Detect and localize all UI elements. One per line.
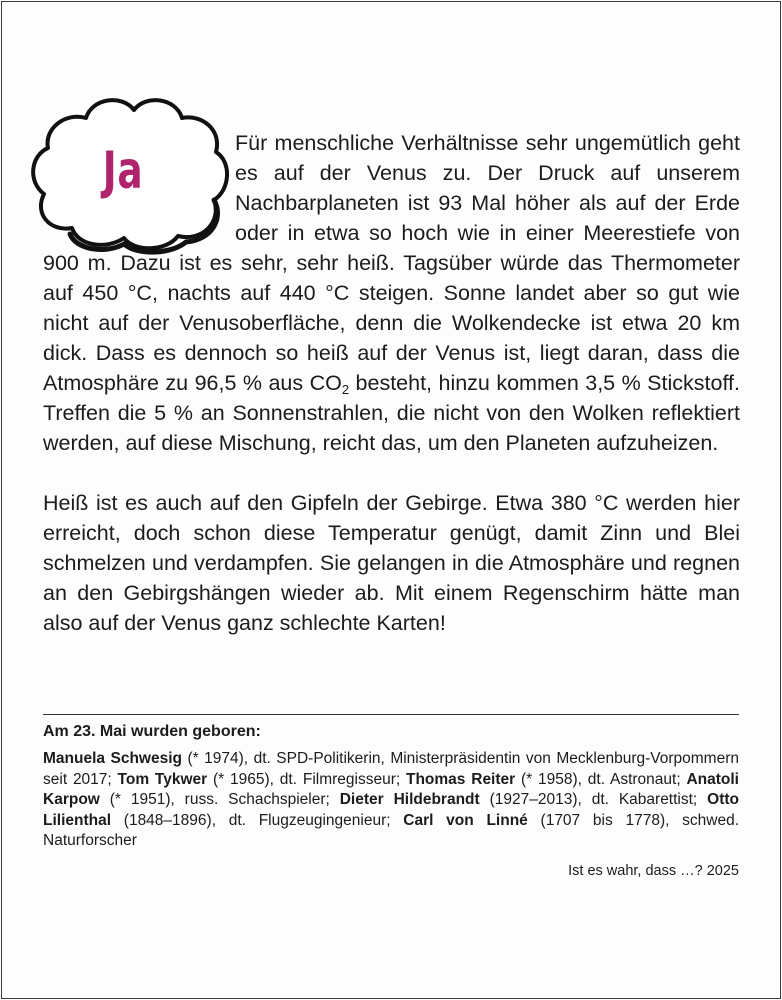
birth-detail: (* 1951), russ. Schachspieler;	[99, 791, 340, 808]
paragraph-1-tail	[43, 401, 740, 455]
text-line: tiefe von 900 m. Dazu ist es sehr, sehr heiß. Tags	[43, 221, 740, 275]
birth-name: Otto Lilienthal	[43, 791, 739, 829]
text-line: werden, auf diese Mischung, reicht das, um den Planeten aufzu	[43, 431, 649, 455]
text-line: fläche, denn die Wolkendecke ist etwa 20 km dick. Dass es den	[43, 311, 741, 365]
co2-after: besteht, hinzu kommen 3,5 % Stickstoff. Treffen	[43, 371, 740, 425]
birth-name: Tom Tykwer	[117, 770, 208, 788]
article-body	[43, 128, 740, 638]
text-line: Nachbarplaneten ist 93 Mal höher als auf der	[235, 191, 695, 215]
birth-name: Anatoli Karpow	[43, 770, 739, 808]
birth-detail: (* 1974), dt. SPD-Politikerin, Ministerpräsidentin von Mecklenburg-Vorpommern seit 2017;	[43, 750, 739, 788]
birth-name: Dieter Hildebrandt	[339, 791, 480, 808]
text-line: über würde das Thermometer auf 450 °C, nachts auf 440 °C	[43, 251, 740, 305]
birth-name: Manuela Schwesig	[43, 750, 182, 767]
article-paragraph-2	[43, 488, 740, 638]
births-heading: Am 23. Mai wurden geboren:	[43, 723, 261, 740]
birth-name: Thomas Reiter	[406, 770, 516, 788]
birth-detail: (1927–2013), dt. Kabarettist;	[479, 791, 708, 808]
birth-detail: (1848–1896), dt. Flugzeugingenieur;	[111, 811, 404, 829]
answer-word: Ja	[102, 140, 144, 201]
births-list	[43, 749, 739, 852]
article-paragraph-1	[43, 128, 740, 458]
text-line: geht es auf der Venus zu. Der Druck auf unserem	[235, 131, 740, 185]
birth-detail: (1707 bis 1778), schwed. Naturforscher	[43, 811, 740, 849]
text-line: steigen. Sonne landet aber so gut wie nicht auf der Venusober	[43, 281, 740, 335]
text-line: und regnen an den Gebirgshängen wieder ab. Mit einem Regen	[43, 551, 740, 605]
text-line: Erde oder in etwa so hoch wie in einer Meeres	[235, 191, 740, 245]
birth-detail: (* 1965), dt. Filmregisseur;	[207, 770, 406, 788]
co2-before: 96,5 % aus CO	[194, 371, 342, 395]
footer-credit: Ist es wahr, dass …? 2025	[568, 863, 739, 879]
section-divider	[43, 714, 739, 715]
birth-detail: (* 1958), dt. Astronaut;	[515, 770, 687, 788]
text-line: noch so heiß auf der Venus ist, liegt daran, dass die Atmosphäre zu	[43, 341, 740, 395]
birth-name: Carl von Linné	[403, 811, 528, 829]
text-line: die 5 % an Sonnenstrahlen, die nicht von den Wolken reflektiert	[117, 401, 740, 425]
text-line: heizen.	[648, 431, 719, 455]
text-line: Heiß ist es auch auf den Gipfeln der Gebirge. Etwa 380 °C werden	[43, 491, 705, 515]
text-line: Blei schmelzen und verdampfen. Sie gelangen in die Atmosphäre	[43, 521, 740, 575]
text-line: Für menschliche Verhältnisse sehr ungemütlich	[235, 131, 699, 155]
text-line: schirm hätte man also auf der Venus ganz schlechte Karten!	[43, 581, 740, 635]
co2-subscript: 2	[341, 382, 350, 397]
text-line: hier erreicht, doch schon diese Temperatur genügt, damit Zinn und	[43, 491, 740, 545]
